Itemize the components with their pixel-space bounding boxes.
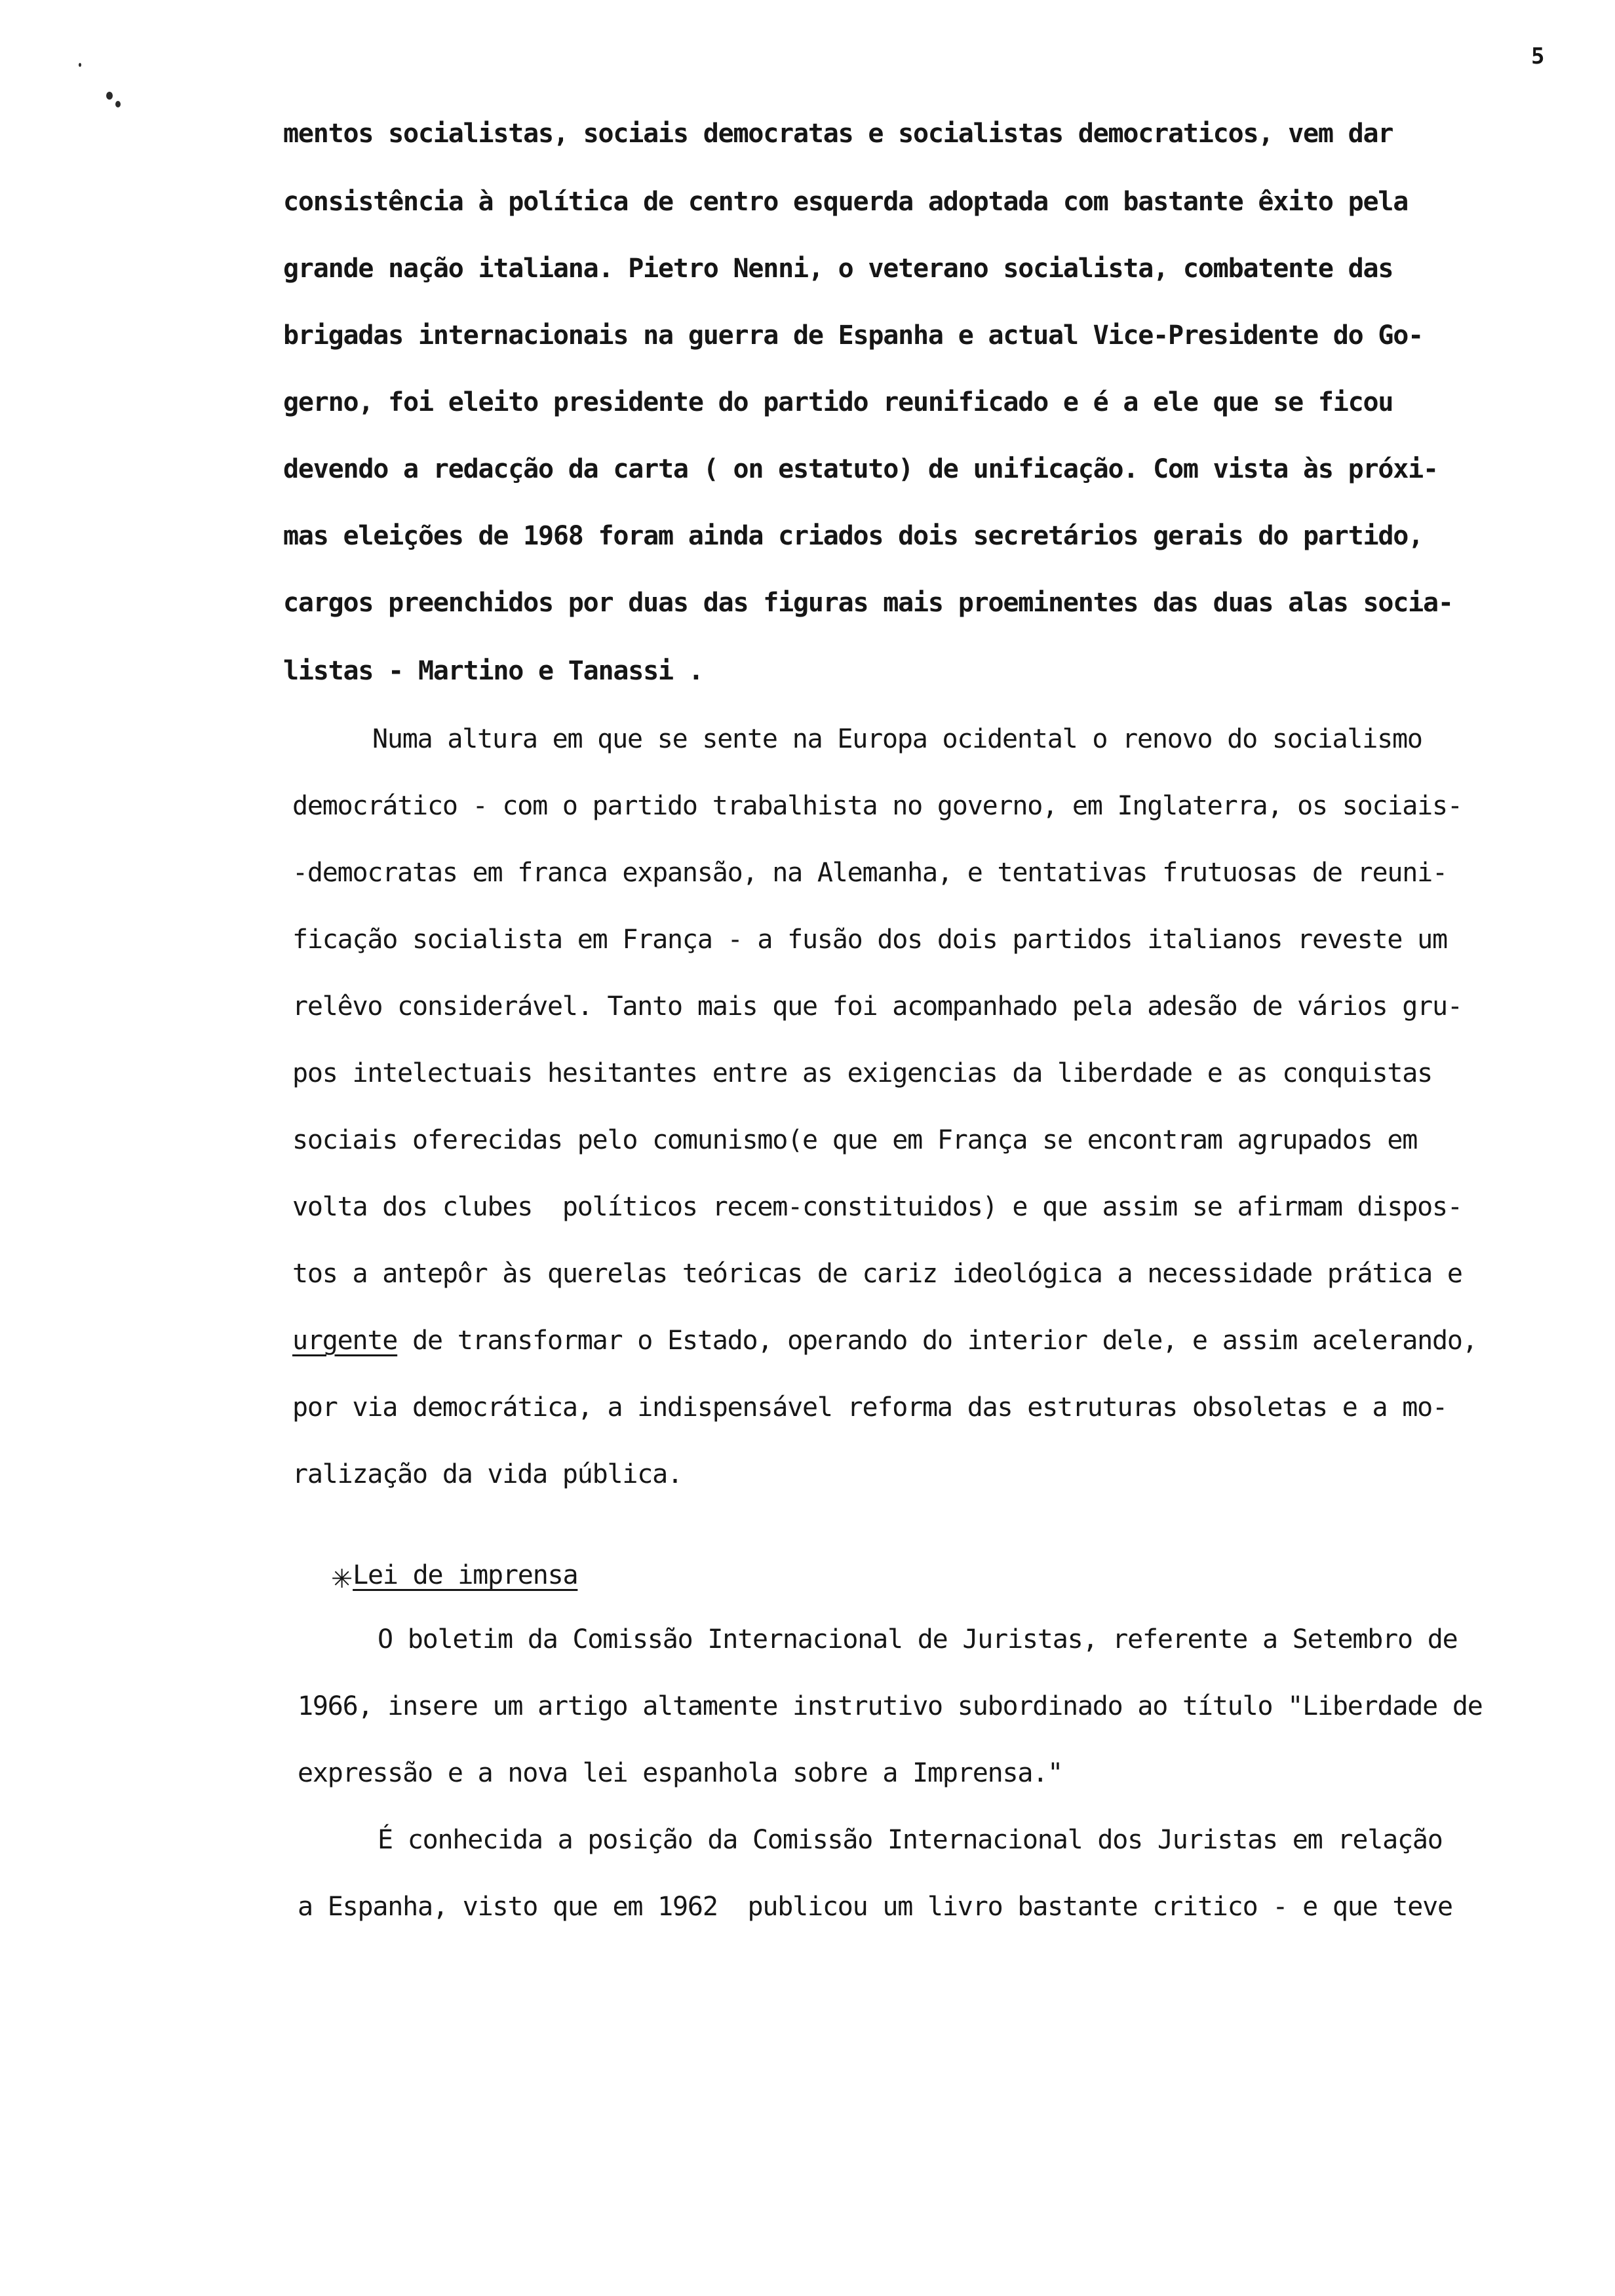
text-line: É conhecida a posição da Comissão Internacional dos Juristas em relação xyxy=(378,1825,1443,1855)
text-line: brigadas internacionais na guerra de Espanha e actual Vice-Presidente do Go- xyxy=(283,320,1424,351)
scan-speck xyxy=(115,101,121,107)
text-line: por via democrática, a indispensável reforma das estruturas obsoletas e a mo- xyxy=(292,1392,1447,1423)
text-line: Numa altura em que se sente na Europa ocidental o renovo do socialismo xyxy=(372,724,1422,754)
text-line: sociais oferecidas pelo comunismo(e que em França se encontram agrupados em xyxy=(292,1125,1418,1155)
text-line: a Espanha, visto que em 1962 publicou um livro bastante critico - e que teve xyxy=(298,1892,1452,1922)
section-title: Lei de imprensa xyxy=(353,1560,578,1590)
section-heading xyxy=(332,1557,578,1596)
text-line: ralização da vida pública. xyxy=(292,1459,682,1489)
page-number: 5 xyxy=(1531,43,1545,69)
text-line: gerno, foi eleito presidente do partido reunificado e é a ele que se ficou xyxy=(283,387,1393,417)
text-line: volta dos clubes políticos recem-constituidos) e que assim se afirmam dispos- xyxy=(292,1192,1462,1222)
text-line: relêvo considerável. Tanto mais que foi acompanhado pela adesão de vários gru- xyxy=(292,991,1462,1022)
text-line: cargos preenchidos por duas das figuras mais proeminentes das duas alas socia- xyxy=(283,588,1453,618)
underlined-word: urgente xyxy=(292,1326,398,1356)
text-line-rest: de transformar o Estado, operando do interior dele, e assim acelerando, xyxy=(397,1326,1477,1356)
scan-speck xyxy=(106,92,113,100)
text-line xyxy=(292,1325,1477,1356)
text-line: pos intelectuais hesitantes entre as exigencias da liberdade e as conquistas xyxy=(292,1058,1433,1088)
text-line: listas - Martino e Tanassi . xyxy=(283,656,703,686)
asterisk-icon: ✳ xyxy=(332,1557,352,1596)
text-line: democrático - com o partido trabalhista no governo, em Inglaterra, os sociais- xyxy=(292,791,1462,821)
text-line: devendo a redacção da carta ( on estatuto) de unificação. Com vista às próxi- xyxy=(283,454,1438,484)
text-line: grande nação italiana. Pietro Nenni, o veterano socialista, combatente das xyxy=(283,254,1393,284)
text-line: ficação socialista em França - a fusão dos dois partidos italianos reveste um xyxy=(292,925,1447,955)
text-line: 1966, insere um artigo altamente instrutivo subordinado ao título "Liberdade de xyxy=(298,1691,1483,1721)
text-line: O boletim da Comissão Internacional de Juristas, referente a Setembro de xyxy=(378,1624,1458,1655)
text-line: consistência à política de centro esquerda adoptada com bastante êxito pela xyxy=(283,187,1409,217)
text-line: mas eleições de 1968 foram ainda criados dois secretários gerais do partido, xyxy=(283,521,1424,551)
text-line: tos a antepôr às querelas teóricas de cariz ideológica a necessidade prática e xyxy=(292,1259,1462,1289)
scan-speck xyxy=(79,63,81,67)
text-line: mentos socialistas, sociais democratas e socialistas democraticos, vem dar xyxy=(283,119,1393,149)
text-line: -democratas em franca expansão, na Alemanha, e tentativas frutuosas de reuni- xyxy=(292,858,1447,888)
text-line: expressão e a nova lei espanhola sobre a Imprensa." xyxy=(298,1758,1062,1788)
